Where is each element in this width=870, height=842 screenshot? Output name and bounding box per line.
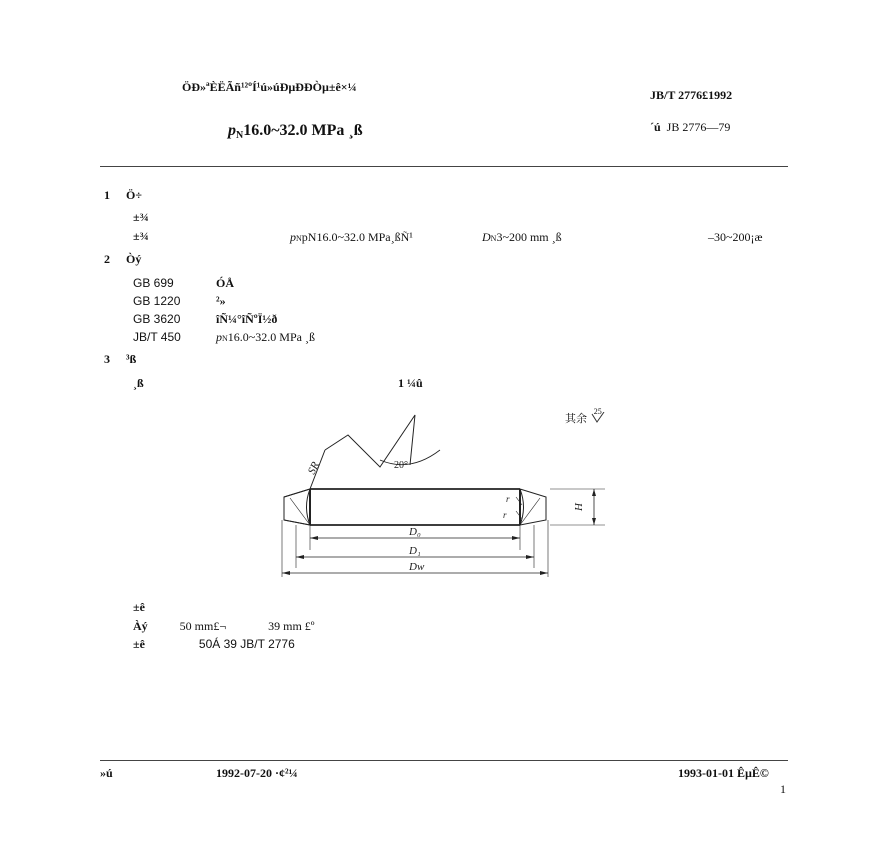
dw-label: Dw [409,561,425,573]
replaces-note: ´ú JB 2776—79 [650,120,731,134]
section-3-heading: ³ß [126,352,137,366]
garbled-issuer-title: ÖÐ»ªÈËÃñ¹²ºÍ¹ú»úÐµÐÐÒµ±ê×¼ [182,80,357,94]
h-label: H [573,503,585,511]
footer-issuer: »ú [100,766,113,780]
page-number: 1 [780,782,786,796]
footer-rule [100,760,788,761]
ref-code: GB 699 [133,276,174,290]
ref-text: ÓÅ [216,276,234,290]
header-rule [100,166,788,167]
standard-number: JB/T 2776£1992 [650,88,733,102]
section-1-diameter: DN3~200 mm ¸ß [482,230,562,244]
angle-label: 20° [394,460,408,471]
marking-line-1: Àý 50 mm£¬ 39 mm £º [133,619,315,633]
main-title-text: 16.0~32.0 MPa ¸ß [243,122,363,139]
section-1-number: 1 [104,188,110,202]
effective-date: 1993-01-01 ÊµÊ© [678,766,769,780]
r-label: r [506,494,510,504]
ref-code: GB 1220 [133,294,181,308]
issued-date: 1992-07-20 ·¢²¼ [216,766,298,780]
section-1-heading: Ö÷ [126,188,142,202]
section-3-para: ¸ß [133,376,144,390]
ref-code: GB 3620 [133,312,181,326]
section-2-number: 2 [104,252,110,266]
r-label: r [503,510,507,520]
marking-line-2: ±ê 50Á 39 JB/T 2776 [133,637,295,651]
figure-reference: 1 ¼û [398,376,423,390]
d0-label: D₀ [409,526,421,538]
ref-text: îÑ¼°îÑºÏ½ð [216,312,278,326]
ref-text: pN16.0~32.0 MPa ¸ß [216,330,315,344]
section-1-pressure: pNpN16.0~32.0 MPa¸ßÑ¹ [290,230,413,244]
roughness-note: 其余 25 [565,410,606,426]
lens-gasket-drawing [270,405,610,590]
main-title: pN16.0~32.0 MPa ¸ß [228,122,363,141]
sr-label: SR [305,460,322,477]
section-1-para-1: ±¾ [133,210,149,224]
marking-heading: ±ê [133,600,145,614]
ref-code: JB/T 450 [133,330,181,344]
ref-text: ²» [216,294,226,308]
section-3-number: 3 [104,352,110,366]
section-1-para-2: ±¾ [133,229,149,243]
section-1-temperature: –30~200¡æ [708,230,763,244]
section-2-heading: Òý [126,252,142,266]
d1-label: D₁ [409,545,421,557]
